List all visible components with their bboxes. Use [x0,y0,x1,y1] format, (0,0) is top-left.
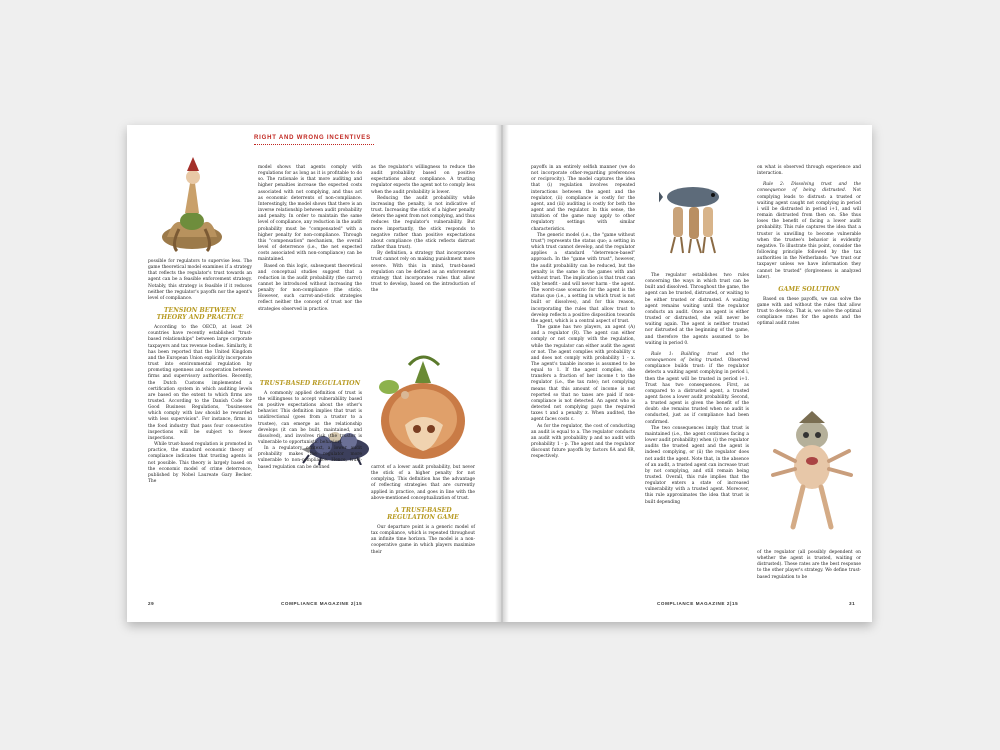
left-page [127,125,495,622]
right-column-2 [645,273,749,506]
paragraph: model shows that agents comply with regulations for as long as it is profitable to do so. The rationale is that more auditing and higher penalties increase the expected costs associated with not complying, and thus act as economic deterrents of non-compliance. Interestingly, the model shows that there is an inverse relationship between audit probability and penalty. In order to maintain the same level of compliance, any reduction in the audit probability must be "compensated" with a higher penalty for non-compliance. Through this "compensation" mechanism, the overall level of deterrence (i.e., the net expected costs associated with non-compliance) can be maintained. [258,165,362,263]
bosch-fruit-illustration [369,325,469,465]
right-page [509,125,872,622]
paragraph [645,352,749,426]
left-column-2 [258,165,362,471]
bosch-figure-illustration [157,155,227,253]
rule-2-title: Rule 2: Dissolving trust and the consequence of being distrusted. [757,182,861,194]
magazine-name-right: COMPLIANCE MAGAZINE 2|15 [657,601,739,606]
rule-1-title: Rule 1: Building trust and the consequences of being trusted. [645,351,749,364]
paragraph: as the regulator's willingness to reduce the audit probability based on positive expectations about compliance. A trusting regulator expects the agent not to comply less when the audit probability is lower. [371,165,475,195]
paragraph: possible for regulators to supervise less. The game theoretical model examines if a strategy that reflects the regulator's trust towards an agent can be a feasible enforcement strategy. Notably, this strategy is feasible if it reduces neither the regulator's payoffs nor the agent's level of compliance. [148,259,252,301]
paragraph: of the regulator (all possibly dependent on whether the agent is trusted, waiting or distrusted). These rates are the best response to the other player's strategy. We define trust-based regulation to be [757,550,861,580]
subheading-game-solution: GAME SOLUTION [778,285,840,293]
paragraph [757,182,861,281]
page-number-left: 29 [148,601,155,606]
section-header: RIGHT AND WRONG INCENTIVES [254,135,371,141]
rule-2-text: Not complying leads to distrust: a trusted or waiting agent caught not complying in period i will be distrusted in period i+1, and will remain distrusted from then on. She thus loses the benefit of facing a lower audit probability. This rule captures the idea that a trustor is unwilling to become vulnerable when the trustee's behavior is evidently negative. To illustrate this point, consider the following principle followed by the tax authorities in the Netherlands: "we trust our taxpayer unless we have information they cannot be trusted" (forgiveness is analyzed later). [757,188,861,280]
paragraph: payoffs in an entirely selfish manner (we do not incorporate other-regarding preferences or reciprocity). The model captures the idea that (i) regulation involves repeated interactions between the agent and the regulator, (ii) compliance is costly for the agent, and (iii) auditing is costly for both the agent and the regulator. In this sense, the intuition of the game may apply to other regulatory settings with similar characteristics. [531,165,635,232]
paragraph: By definition, a strategy that incorporates trust cannot rely on making punishment more severe. With this in mind, trust-based regulation can be defined as an enforcement strategy that incorporates rules that allow trust to develop, based on the introduction of the [371,251,475,294]
paragraph: According to the OECD, at least 24 countries have recently established "trust-based relationships" between large corporate taxpayers and tax revenue bodies. Similarly, it has been reported that the United Kingdom and the European Union explicitly incorporate trust into environmental regulation by promoting openness and cooperation between firms and supervisory authorities. Recently, the Dutch Customs implemented a certification system in which auditing levels are based on the extent to which firms are trusted. According to the Danish Code for Good Business Regulations, "businesses which comply with law should be rewarded with less supervision". For instance, firms in the food industry that pass four consecutive inspections will be subject to fewer inspections. [148,325,252,441]
magazine-spread [127,125,872,622]
paragraph: The generic model (i.e., the "game without trust") represents the status quo; a setting in which trust cannot develop, and the regulator applies a standard "deterrence-based" approach. In the "game with trust", however, the audit probability can be reduced, but the penalty is the same in the games with and without trust. The implication is that trust can only benefit - and will never harm - the agent. The worst-case scenario for the agent is the status quo (i.e., a setting in which trust is not built or dissolves), and for this reason, incorporating the rules that allow trust to develop reflects a positive disposition towards the agent, which is a central aspect of trust. [531,232,635,324]
bosch-standing-creature-illustration [771,411,853,531]
binding-gutter [495,125,509,622]
magazine-name-left: COMPLIANCE MAGAZINE 2|15 [281,601,363,606]
rule-1-text: Observed compliance builds trust: if the regulator detects a waiting agent complying in period i, then the agent will be trusted in period i+1. Trust has two consequences. First, as compared to a distrusted agent, a trusted agent faces a lower audit probability. Second, a trusted agent is given the benefit of the doubt: she remains trusted when no audit is conducted, just as if compliance had been confirmed. [645,358,749,425]
subheading-game: A TRUST-BASED REGULATION GAME [387,506,459,521]
paragraph: In a regulatory context, a lower audit probability makes the regulator more vulnerable to non-compliance. Hence, trust-based regulation can be defined [258,446,362,470]
subheading-tension: TENSION BETWEEN THEORY AND PRACTICE [156,307,244,322]
page-number-right: 31 [849,601,856,606]
left-column-3-lower [371,465,475,556]
subheading-trust-based-regulation: TRUST-BASED REGULATION [259,379,361,387]
left-column-3 [371,165,475,294]
paragraph: Based on these payoffs, we can solve the game with and without the rules that allow trust to develop. That is, we solve the optimal compliance rates for the agents and the optimal audit rates [757,296,861,327]
paragraph: A commonly applied definition of trust is the willingness to accept vulnerability based on positive expectations about the other's behavior. This definition implies that trust is unidirectional (goes from a trustor to a trustee), can emerge as the relationship develops (it can be built, maintained, and dissolved), and involves risk (the trustor is vulnerable to opportunistic behavior). [258,390,362,445]
paragraph: carrot of a lower audit probability, but never the stick of a higher penalty for not complying. This definition has the advantage of reflecting strategies that are currently applied in practice, and goes in line with the above-mentioned conceptualization of trust. [371,465,475,501]
paragraph: While trust-based regulation is promoted in practice, the standard economic theory of compliance indicates that trusting agents is not possible. This theory is largely based on the economic model of crime deterrence, published by Nobel Laureate Gary Becker. The [148,442,252,484]
bosch-fish-illustration [659,181,727,255]
paragraph: Our departure point is a generic model of tax compliance, which is repeated throughout an infinite time horizon. The model is a non-cooperative game in which players maximize their [371,524,475,555]
image-spacer [258,313,362,375]
paragraph: The two consequences imply that trust is maintained (i.e., the agent continues facing a lower audit probability) when (i) the regulator audits the trusted agent and the agent is indeed complying, or (ii) the regulator does not audit the agent. Note that, in the absence of an audit, a trusted agent can increase trust by not complying, and still remain being trusted. Overall, this rule implies that the regulator enters a state of increased vulnerability with a trusted agent. Moreover, this rule approximates the idea that trust is built depending [645,425,749,505]
paragraph: The regulator establishes two rules concerning the ways in which trust can be built and dissolved. Throughout the game, the agent can be trusted, distrusted, or waiting to be either trusted or distrusted. A waiting agent remains waiting until the regulator conducts an audit. Once an agent is either trusted or distrusted, she will never be waiting again. The agent is neither trusted nor distrusted at the beginning of the game, and therefore the agents assumed to be waiting in period 0. [645,273,749,346]
paragraph: Based on this logic, subsequent theoretical and conceptual studies suggest that a reduction in the audit probability (the carrot) cannot be introduced without increasing the penalty for non-compliance (the stick). However, such carrot-and-stick strategies reflect neither the concept of trust nor the strategies observed in practice. [258,263,362,312]
right-column-1 [531,165,635,461]
paragraph: As for the regulator, the cost of conducting an audit is equal to a. The regulator conducts an audit with probability p and no audit with probability 1 - p. The agent and the regulator discount future payoffs by factors δA and δR, respectively. [531,423,635,460]
paragraph: Reducing the audit probability while increasing the penalty, is not indicative of trust. Increasing the stick of a higher penalty deters the agent from not complying, and thus reduces the regulator's vulnerability. But more importantly, the stick responds to negative rather than positive expectations about compliance (the stick reflects distrust rather than trust). [371,195,475,251]
header-dotted-rule [254,144,374,145]
paragraph: The game has two players, an agent (A) and a regulator (R). The agent can either comply or not comply with the regulation, while the regulator can either audit the agent or not. The agent complies with probability x and does not comply with probability 1 - x. The agent's taxable income is assumed to be equal to 1. If the agent complies, she transfers a fraction of her income t to the regulator (i.e., the tax rate); not complying means that this amount of income is not reported so that no taxes are paid if non-compliance is not detected. An agent who is detected not complying pays the required taxes t and a penalty z. When audited, the agent faces costs c. [531,325,635,423]
paragraph: on what is observed through experience and interaction. [757,165,861,177]
left-column-1 [148,259,252,485]
right-column-3-lower [757,550,861,581]
right-column-3 [757,165,861,328]
